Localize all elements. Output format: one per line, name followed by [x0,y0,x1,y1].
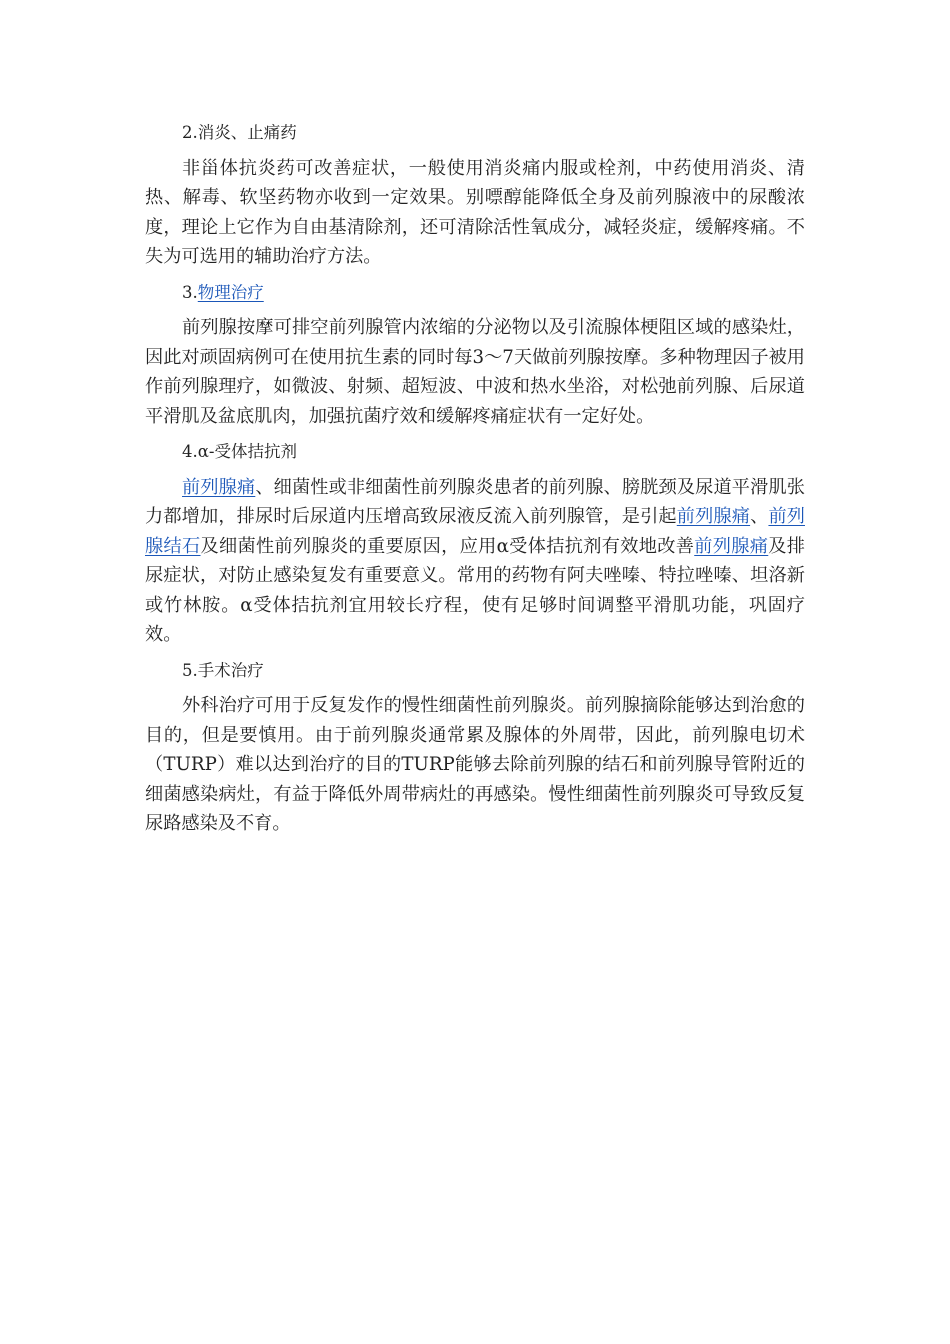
section-heading-anti-inflammatory: 2.消炎、止痛药 [182,123,297,142]
prostatodynia-link[interactable]: 前列腺痛 [676,506,751,527]
section-heading-physical-therapy [145,278,805,308]
paragraph-alpha-blocker [145,473,805,650]
paragraph-text: 、细菌性或非细菌性前列腺炎患者的前列腺、膀胱颈及尿道平滑肌张力都增加，排尿时后尿道内压增高致尿液反流入前列腺管，是引起 [145,476,805,527]
prostatodynia-link[interactable]: 前列腺痛 [694,535,769,557]
paragraph-physical-therapy: 前列腺按摩可排空前列腺管内浓缩的分泌物以及引流腺体梗阻区域的感染灶，因此对顽固病例可在使用抗生素的同时每3～7天做前列腺按摩。多种物理因子被用作前列腺理疗，如微波、射频、超短波、中波和热水坐浴，对松弛前列腺、后尿道平滑肌及盆底肌肉，加强抗菌疗效和缓解疼痛症状有一定好处。 [145,317,805,427]
heading-number: 3. [182,282,198,302]
prostate-stone-link[interactable]: 前列腺结石 [145,506,805,557]
document-body [145,118,805,839]
paragraph-text: 及排尿症状，对防止感染复发有重要意义。常用的药物有阿夫唑嗪、特拉唑嗪、坦洛新或竹林胺。α受体拮抗剂宜用较长疗程，使有足够时间调整平滑肌功能，巩固疗效。 [145,535,805,645]
section-heading-surgery: 5.手术治疗 [182,660,264,680]
section-heading-alpha-blocker: 4.α-受体拮抗剂 [182,442,297,461]
paragraph-surgery: 外科治疗可用于反复发作的慢性细菌性前列腺炎。前列腺摘除能够达到治愈的目的，但是要慎用。由于前列腺炎通常累及腺体的外周带，因此，前列腺电切术（TURP）难以达到治疗的目的TURP能够去除前列腺的结石和前列腺导管附近的细菌感染病灶，有益于降低外周带病灶的再感染。慢性细菌性前列腺炎可导致反复尿路感染及不育。 [145,695,805,834]
physical-therapy-link[interactable]: 物理治疗 [197,282,264,302]
prostatodynia-link[interactable]: 前列腺痛 [182,476,256,498]
paragraph-anti-inflammatory: 非甾体抗炎药可改善症状，一般使用消炎痛内服或栓剂，中药使用消炎、清热、解毒、软坚药物亦收到一定效果。别嘌醇能降低全身及前列腺液中的尿酸浓度，理论上它作为自由基清除剂，还可清除活性氧成分，减轻炎症，缓解疼痛。不失为可选用的辅助治疗方法。 [145,157,805,267]
paragraph-text: 、 [750,506,769,527]
paragraph-text: 及细菌性前列腺炎的重要原因，应用α受体拮抗剂有效地改善 [200,535,695,557]
